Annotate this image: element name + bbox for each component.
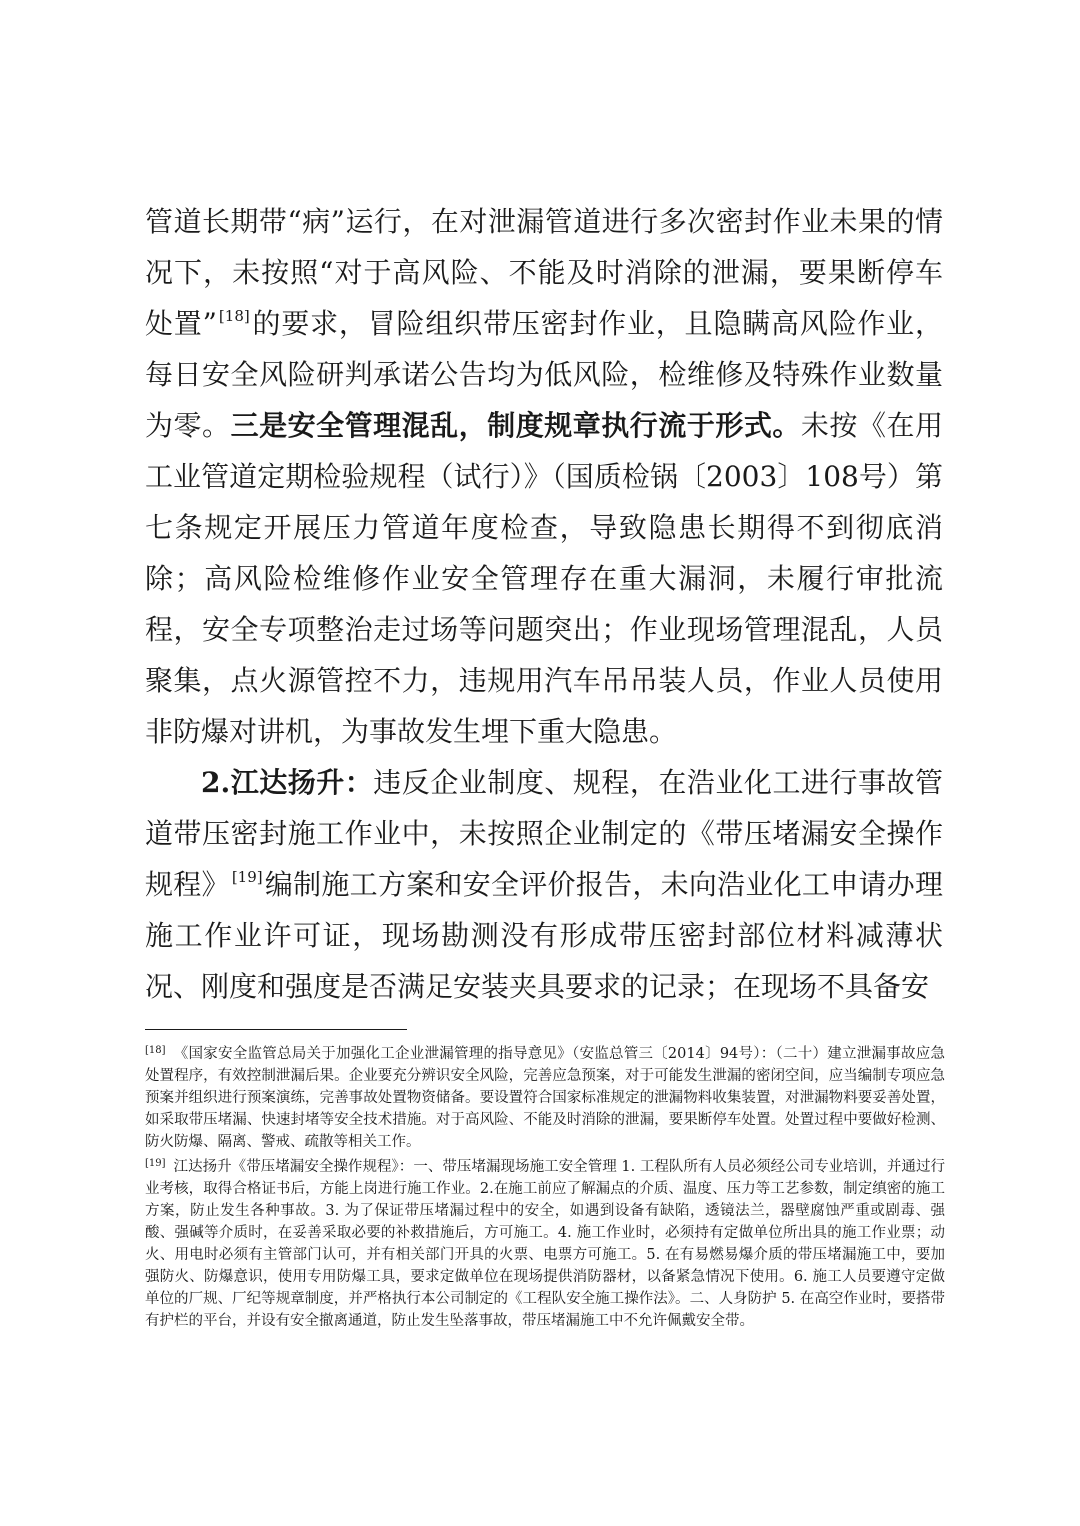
p1-tail: 未按《在用工业管道定期检验规程（试行）》（国质检锅〔2003〕108号）第七条规定开展压力管道年度检查，导致隐患长期得不到彻底消除；高风险检维修作业安全管理存在重大漏洞，未履行审批流程，安全专项整治走过场等问题突出；作业现场管理混乱，人员聚集，点火源管控不力，违规用汽车吊吊装人员，作业人员使用非防爆对讲机，为事故发生埋下重大隐患。 (145, 409, 943, 748)
footnote-divider (145, 1029, 407, 1030)
footnote-ref-18[interactable]: [18] (218, 307, 250, 325)
footnote-ref-19[interactable]: [19] (231, 868, 263, 886)
footnote-18 (145, 1040, 945, 1153)
p2-text: 违反企业制度、规程，在浩业化工进行事故管道带压密封施工作业中，未按照企业制定的《带压堵漏安全操作规程》 (145, 766, 943, 901)
p2-text-cont: 编制施工方案和安全评价报告，未向浩业化工申请办理施工作业许可证，现场勘测没有形成带压密封部位材料减薄状况、刚度和强度是否满足安装夹具要求的记录；在现场不具备安 (145, 868, 943, 1003)
footnote-mark: [19] (145, 1158, 166, 1169)
p1-bold-heading: 三是安全管理混乱，制度规章执行流于形式。 (230, 409, 801, 442)
p1-text: 管道长期带“病”运行，在对泄漏管道进行多次密封作业未果的情况下，未按照“对于高风险、不能及时消除的泄漏，要果断停车处置” (145, 205, 943, 340)
body-text (145, 196, 943, 1012)
p2-heading: 2.江达扬升： (201, 766, 374, 799)
footnote-19 (145, 1153, 945, 1332)
footnote-text: 江达扬升《带压堵漏安全操作规程》：一、带压堵漏现场施工安全管理 1. 工程队所有人员必须经公司专业培训，并通过行业考核，取得合格证书后，方能上岗进行施工作业。2.在施工前应了解漏点的介质、温度、压力等工艺参数，制定缜密的施工方案，防止发生各种事故。3. 为了保证带压堵漏过程中的安全，如遇到设备有缺陷，透镜法兰，器壁腐蚀严重或剧毒、强酸、强碱等介质时，在妥善采取必要的补救措施后，方可施工。4. 施工作业时，必须持有定做单位所出具的施工作业票；动火、用电时必须有主管部门认可，并有相关部门开具的火票、电票方可施工。5. 在有易燃易爆介质的带压堵漏施工中，要加强防火、防爆意识，使用专用防爆工具，要求定做单位在现场提供消防器材，以备紧急情况下使用。6. 施工人员要遵守定做单位的厂规、厂纪等规章制度，并严格执行本公司制定的《工程队安全施工操作法》。二、人身防护 5. 在高空作业时，要搭带有护栏的平台，并设有安全撤离通道，防止发生坠落事故，带压堵漏施工中不允许佩戴安全带。 (145, 1159, 945, 1329)
footnotes (145, 1040, 945, 1332)
footnote-text: 《国家安全监管总局关于加强化工企业泄漏管理的指导意见》（安监总管三〔2014〕94号）：（二十）建立泄漏事故应急处置程序，有效控制泄漏后果。企业要充分辨识安全风险，完善应急预案，对于可能发生泄漏的密闭空间，应当编制专项应急预案并组织进行预案演练，完善事故处置物资储备。要设置符合国家标准规定的泄漏物料收集装置，对泄漏物料要妥善处置，如采取带压堵漏、快速封堵等安全技术措施。对于高风险、不能及时消除的泄漏，要果断停车处置。处置过程中要做好检测、防火防爆、隔离、警戒、疏散等相关工作。 (145, 1046, 945, 1150)
paragraph-1 (145, 196, 943, 757)
p1-text-cont: 的要求，冒险组织带压密封作业，且隐瞒高风险作业，每日安全风险研判承诺公告均为低风险，检维修及特殊作业数量为零。 (145, 307, 943, 442)
footnote-mark: [18] (145, 1045, 166, 1056)
paragraph-2 (145, 757, 943, 1012)
